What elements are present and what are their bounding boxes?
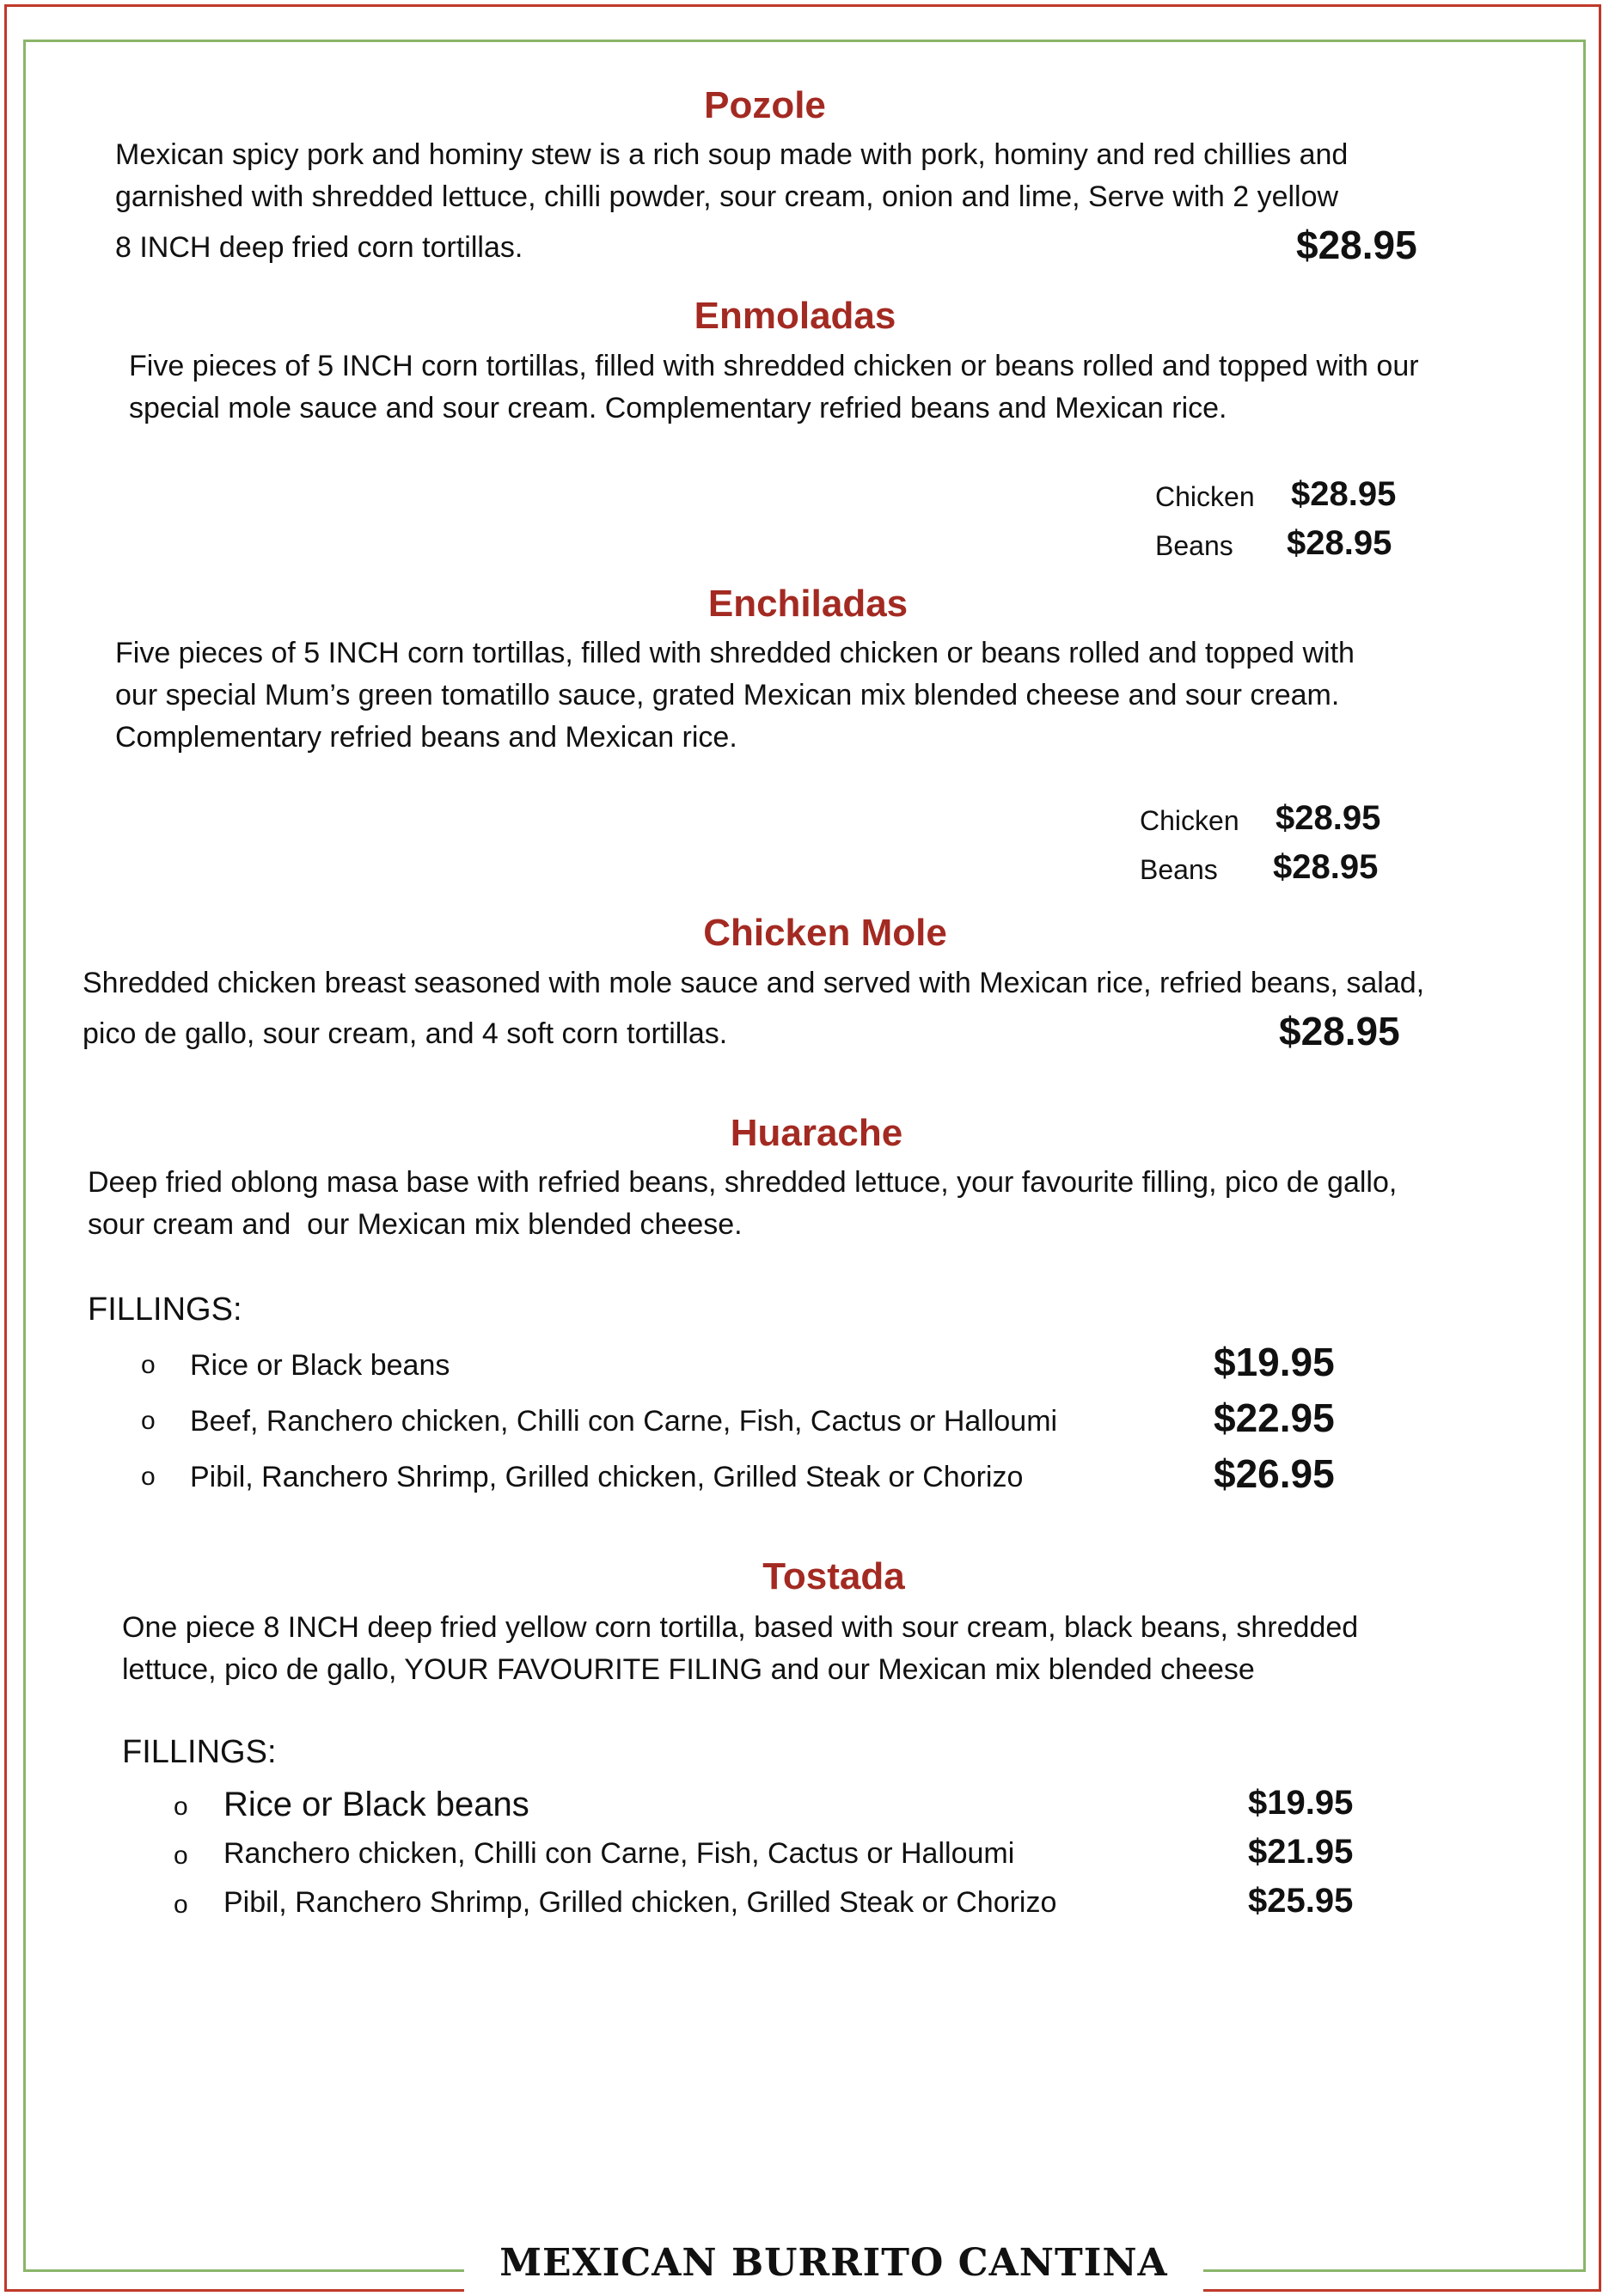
enchiladas-description <box>115 632 1559 759</box>
tostada-bullet-2: o <box>174 1841 188 1870</box>
pozole-line-3: 8 INCH deep fried corn tortillas. <box>115 231 523 264</box>
enchiladas-line-2: our special Mum’s green tomatillo sauce, grated Mexican mix blended cheese and sour cream. <box>115 679 1340 711</box>
enmoladas-description <box>129 345 1573 430</box>
enchiladas-option-beans-price: $28.95 <box>1273 848 1379 886</box>
pozole-line-2: garnished with shredded lettuce, chilli powder, sour cream, onion and lime, Serve with 2 yellow <box>115 180 1339 213</box>
chicken-mole-line-1: Shredded chicken breast seasoned with mole sauce and served with Mexican rice, refried beans, salad, <box>83 967 1425 999</box>
enmoladas-option-beans: Beans <box>1155 530 1233 561</box>
tostada-fillings-label: FILLINGS: <box>122 1734 277 1770</box>
huarache-bullet-3: o <box>141 1462 156 1491</box>
tostada-bullet-1: o <box>174 1792 188 1821</box>
enmoladas-title: Enmoladas <box>694 295 896 337</box>
pozole-title: Pozole <box>704 84 826 126</box>
huarache-title: Huarache <box>730 1112 903 1154</box>
enchiladas-line-3: Complementary refried beans and Mexican rice. <box>115 721 737 754</box>
enmoladas-line-2: special mole sauce and sour cream. Complementary refried beans and Mexican rice. <box>129 392 1227 424</box>
enmoladas-option-chicken: Chicken <box>1155 481 1255 512</box>
enmoladas-line-1: Five pieces of 5 INCH corn tortillas, filled with shredded chicken or beans rolled and topped with our <box>129 350 1419 382</box>
chicken-mole-title: Chicken Mole <box>703 912 947 954</box>
huarache-item-3-price: $26.95 <box>1214 1451 1335 1496</box>
enchiladas-option-beans: Beans <box>1140 854 1218 885</box>
tostada-item-1-price: $19.95 <box>1248 1784 1354 1822</box>
chicken-mole-line-2: pico de gallo, sour cream, and 4 soft corn tortillas. <box>83 1017 728 1050</box>
huarache-bullet-1: o <box>141 1351 156 1379</box>
pozole-line-1: Mexican spicy pork and hominy stew is a rich soup made with pork, hominy and red chillies and <box>115 138 1349 171</box>
tostada-title: Tostada <box>762 1555 905 1597</box>
tostada-item-2-price: $21.95 <box>1248 1833 1354 1871</box>
huarache-description <box>88 1162 1583 1246</box>
huarache-item-1-price: $19.95 <box>1214 1340 1335 1384</box>
tostada-item-1: Rice or Black beans <box>223 1786 529 1823</box>
tostada-item-3-price: $25.95 <box>1248 1882 1354 1920</box>
enchiladas-line-1: Five pieces of 5 INCH corn tortillas, filled with shredded chicken or beans rolled and topped with <box>115 637 1355 669</box>
huarache-bullet-2: o <box>141 1407 156 1435</box>
tostada-item-2: Ranchero chicken, Chilli con Carne, Fish, Cactus or Halloumi <box>223 1837 1015 1870</box>
enmoladas-option-beans-price: $28.95 <box>1287 524 1392 562</box>
huarache-item-1: Rice or Black beans <box>190 1349 450 1382</box>
restaurant-name: MEXICAN BURRITO CANTINA <box>499 2241 1168 2285</box>
pozole-price: $28.95 <box>1296 223 1417 267</box>
huarache-item-2-price: $22.95 <box>1214 1395 1335 1440</box>
tostada-line-2: lettuce, pico de gallo, YOUR FAVOURITE FILING and our Mexican mix blended cheese <box>122 1653 1255 1686</box>
tostada-bullet-3: o <box>174 1890 188 1919</box>
huarache-line-1: Deep fried oblong masa base with refried beans, shredded lettuce, your favourite filling, pico de gallo, <box>88 1166 1398 1199</box>
tostada-description <box>122 1607 1583 1691</box>
huarache-item-2: Beef, Ranchero chicken, Chilli con Carne, Fish, Cactus or Halloumi <box>190 1405 1058 1438</box>
huarache-line-2: sour cream and our Mexican mix blended cheese. <box>88 1208 743 1241</box>
enchiladas-option-chicken-price: $28.95 <box>1276 799 1381 837</box>
enchiladas-option-chicken: Chicken <box>1140 805 1239 836</box>
huarache-fillings-label: FILLINGS: <box>88 1292 242 1328</box>
enmoladas-option-chicken-price: $28.95 <box>1291 475 1397 513</box>
huarache-item-3: Pibil, Ranchero Shrimp, Grilled chicken, Grilled Steak or Chorizo <box>190 1461 1024 1493</box>
chicken-mole-price: $28.95 <box>1279 1009 1400 1053</box>
tostada-item-3: Pibil, Ranchero Shrimp, Grilled chicken, Grilled Steak or Chorizo <box>223 1886 1057 1919</box>
enchiladas-title: Enchiladas <box>707 583 909 625</box>
tostada-line-1: One piece 8 INCH deep fried yellow corn tortilla, based with sour cream, black beans, shredded <box>122 1611 1359 1644</box>
